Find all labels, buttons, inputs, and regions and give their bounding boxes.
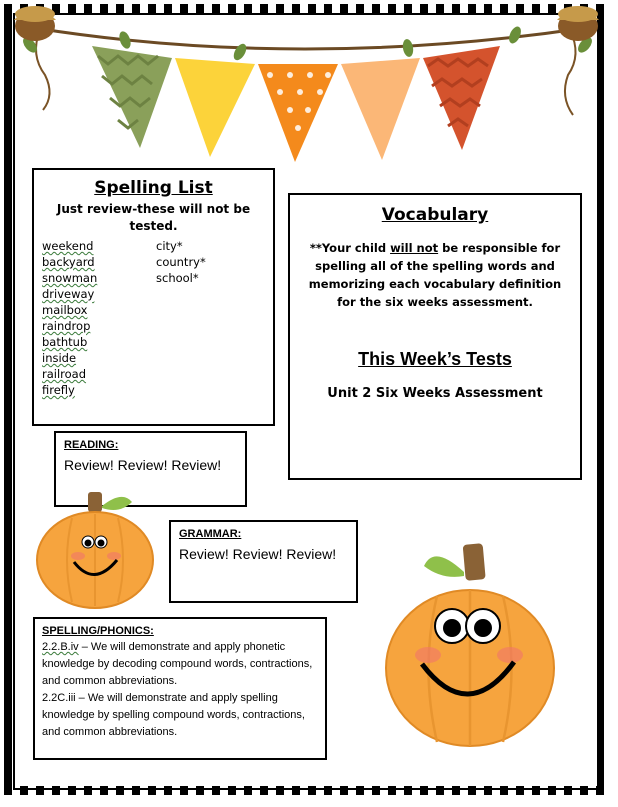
reading-heading: READING:: [64, 439, 119, 451]
grammar-box: [169, 520, 358, 603]
spelling-word: driveway: [42, 287, 95, 301]
spelling-word: snowman: [42, 271, 98, 285]
spelling-word: inside: [42, 351, 77, 365]
flag-peach: [341, 58, 420, 160]
spelling-word: bathtub: [42, 335, 88, 349]
flag-orange: [258, 64, 338, 162]
acorn-right-icon: [557, 6, 599, 41]
spelling-word: raindrop: [42, 319, 91, 333]
vocabulary-note-prefix: **Your child: [309, 241, 391, 255]
acorn-left-icon: [14, 6, 56, 41]
spelling-word: firefly: [42, 383, 75, 397]
small-pumpkin-icon: [32, 488, 162, 613]
spelling-subtitle: [34, 201, 273, 235]
grammar-text: Review! Review! Review!: [179, 546, 337, 562]
spelling-word: country*: [156, 255, 206, 269]
vocabulary-note-suffix: be responsible for spelling all of the spelling words and memorizing each vocabulary definition for the six weeks assessment.: [308, 241, 562, 309]
vocabulary-box: [288, 193, 582, 480]
vocabulary-note-emphasis: will not: [390, 241, 439, 255]
vocabulary-note: [300, 239, 570, 311]
spelling-list-title: Spelling List: [94, 178, 213, 198]
vocabulary-title: Vocabulary: [381, 205, 489, 225]
spelling-subtitle-line2: tested.: [129, 219, 178, 233]
phonics-item-1: [42, 639, 318, 690]
spelling-list-box: [32, 168, 275, 426]
bunting-banner: [0, 0, 618, 175]
phonics-heading: SPELLING/PHONICS:: [42, 625, 154, 637]
large-pumpkin-icon: [382, 540, 562, 750]
spelling-column-2: [156, 238, 266, 286]
spelling-word: railroad: [42, 367, 87, 381]
spelling-column-1: [42, 238, 152, 398]
spelling-word: city*: [156, 239, 183, 253]
spelling-word: school*: [156, 271, 199, 285]
tests-title: This Week’s Tests: [358, 349, 512, 369]
spelling-phonics-box: [33, 617, 327, 760]
spelling-subtitle-line1: Just review-these will not be: [56, 202, 251, 216]
phonics-item-1-text: – We will demonstrate and apply phonetic knowledge by decoding compound words, contractions, and common abbreviations.: [42, 641, 313, 687]
tests-item: Unit 2 Six Weeks Assessment: [327, 386, 543, 401]
phonics-item-2: 2.2C.iii – We will demonstrate and apply spelling knowledge by spelling compound words, contractions, and common abbreviations.: [42, 692, 305, 738]
flag-yellow: [175, 58, 255, 157]
grammar-heading: GRAMMAR:: [179, 528, 242, 540]
reading-text: Review! Review! Review!: [64, 457, 222, 473]
spelling-word: backyard: [42, 255, 95, 269]
phonics-item-1-code: 2.2.B.iv: [42, 641, 79, 653]
spelling-word: weekend: [42, 239, 94, 253]
spelling-word: mailbox: [42, 303, 88, 317]
